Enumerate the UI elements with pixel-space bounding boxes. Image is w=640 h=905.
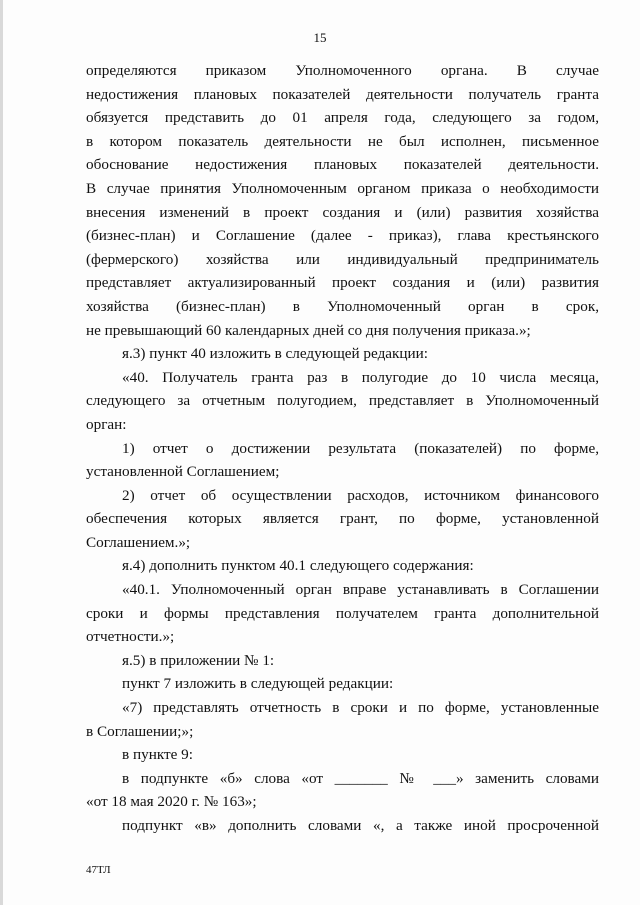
text-line: недостижения плановых показателей деятельности получатель гранта (86, 85, 599, 103)
text-line: «7) представлять отчетность в сроки и по форме, установленные (122, 699, 599, 717)
text-line: я.3) пункт 40 изложить в следующей редакции: (122, 345, 429, 363)
page-number: 15 (313, 30, 327, 45)
text-line: обеспечения которых является грант, по форме, установленной (86, 510, 599, 528)
text-line: представляет актуализированный проект создания и (или) развития (86, 274, 599, 292)
text-line: следующего за отчетным полугодием, представляет в Уполномоченный (86, 392, 599, 410)
text-line: 2) отчет об осуществлении расходов, источником финансового (122, 486, 599, 504)
text-line: внесения изменений в проект создания и (или) развития хозяйства (86, 203, 599, 221)
text-line: определяются приказом Уполномоченного органа. В случае (86, 62, 599, 79)
text-line: пункт 7 изложить в следующей редакции: (122, 675, 394, 693)
text-line: В случае принятия Уполномоченным органом приказа о необходимости (86, 179, 599, 197)
text-line: «от 18 мая 2020 г. № 163»; (86, 793, 257, 811)
scan-edge (0, 0, 3, 905)
text-line: я.4) дополнить пунктом 40.1 следующего содержания: (122, 557, 474, 575)
text-line: в подпункте «б» слова «от _______ № ___» заменить словами (122, 769, 599, 787)
text-line: в котором показатель деятельности не был исполнен, письменное (86, 132, 599, 150)
text-line: обоснование недостижения плановых показателей деятельности. (86, 156, 599, 174)
text-line: хозяйства (бизнес-план) в Уполномоченный орган в срок, (86, 297, 599, 315)
text-line: Соглашением.»; (86, 533, 191, 551)
text-line: орган: (86, 415, 127, 433)
text-line: (фермерского) хозяйства или индивидуальный предприниматель (86, 250, 599, 268)
text-line: установленной Соглашением; (86, 463, 280, 481)
text-line: отчетности.»; (86, 628, 175, 646)
text-line: подпункт «в» дополнить словами «, а также иной просроченной (122, 817, 599, 834)
body-text (86, 59, 599, 838)
text-line: в пункте 9: (122, 746, 193, 764)
text-line: я.5) в приложении № 1: (122, 651, 275, 669)
text-line: «40.1. Уполномоченный орган вправе устанавливать в Соглашении (122, 581, 599, 599)
footer-code: 47ТЛ (86, 864, 111, 876)
text-line: не превышающий 60 календарных дней со дня получения приказа.»; (86, 321, 531, 339)
text-line: обязуется представить до 01 апреля года, следующего за годом, (86, 109, 599, 127)
text-line: сроки и формы представления получателем гранта дополнительной (86, 604, 599, 622)
text-line: «40. Получатель гранта раз в полугодие до 10 числа месяца, (122, 368, 599, 386)
text-line: (бизнес-план) и Соглашение (далее - приказ), глава крестьянского (86, 227, 599, 245)
text-line: 1) отчет о достижении результата (показателей) по форме, (122, 439, 599, 457)
text-line: в Соглашении;»; (86, 722, 194, 740)
